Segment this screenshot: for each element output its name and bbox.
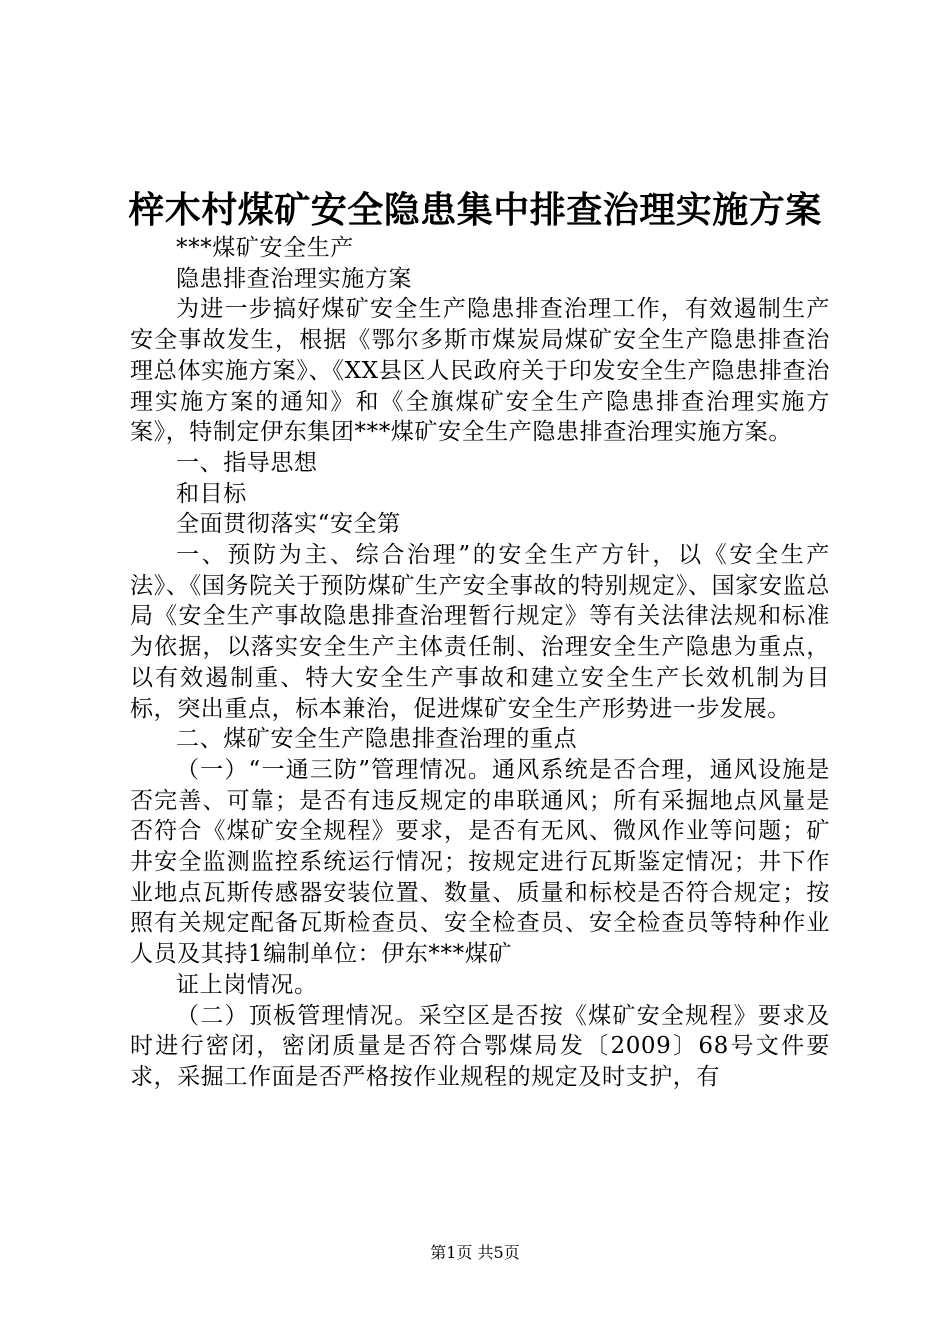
paragraph: ***煤矿安全生产 xyxy=(176,235,354,261)
paragraph: 证上岗情况。 xyxy=(176,971,318,998)
paragraph: （二）顶板管理情况。采空区是否按《煤矿安全规程》要求及时进行密闭，密闭质量是否符合鄂煤局发〔2009〕68号文件要求，采掘工作面是否严格按作业规程的规定及时支护，有 xyxy=(130,1002,830,1090)
document-body xyxy=(130,233,830,1093)
paragraph: （一）“一通三防”管理情况。通风系统是否合理，通风设施是否完善、可靠；是否有违反规定的串联通风；所有采掘地点风量是否符合《煤矿安全规程》要求，是否有无风、微风作业等问题；矿井安全监测监控系统运行情况；按规定进行瓦斯鉴定情况；井下作业地点瓦斯传感器安装位置、数量、质量和标校是否符合规定；按照有关规定配备瓦斯检查员、安全检查员、安全检查员等特种作业人员及其持1编制单位：伊东***煤矿 xyxy=(130,756,830,968)
section-heading: 二、煤矿安全生产隐患排查治理的重点 xyxy=(176,726,578,753)
paragraph: 和目标 xyxy=(176,480,247,507)
document-title: 梓木村煤矿安全隐患集中排查治理实施方案 xyxy=(128,189,822,231)
paragraph: 隐患排查治理实施方案 xyxy=(176,265,412,292)
paragraph: 为进一步搞好煤矿安全生产隐患排查治理工作，有效遏制生产安全事故发生，根据《鄂尔多斯市煤炭局煤矿安全生产隐患排查治理总体实施方案》、《XX县区人民政府关于印发安全生产隐患排查治理实施方案的通知》和《全旗煤矿安全生产隐患排查治理实施方案》，特制定伊东集团***煤矿安全生产隐患排查治理实施方案。 xyxy=(130,296,830,446)
page-number: 第1页 共5页 xyxy=(430,1243,520,1262)
paragraph: 全面贯彻落实“安全第 xyxy=(176,511,401,538)
paragraph: 一、预防为主、综合治理”的安全生产方针，以《安全生产法》、《国务院关于预防煤矿生产安全事故的特别规定》、国家安监总局《安全生产事故隐患排查治理暂行规定》等有关法律法规和标准为依据，以落实安全生产主体责任制、治理安全生产隐患为重点，以有效遏制重、特大安全生产事故和建立安全生产长效机制为目标，突出重点，标本兼治，促进煤矿安全生产形势进一步发展。 xyxy=(130,542,830,722)
section-heading: 一、指导思想 xyxy=(176,449,318,476)
